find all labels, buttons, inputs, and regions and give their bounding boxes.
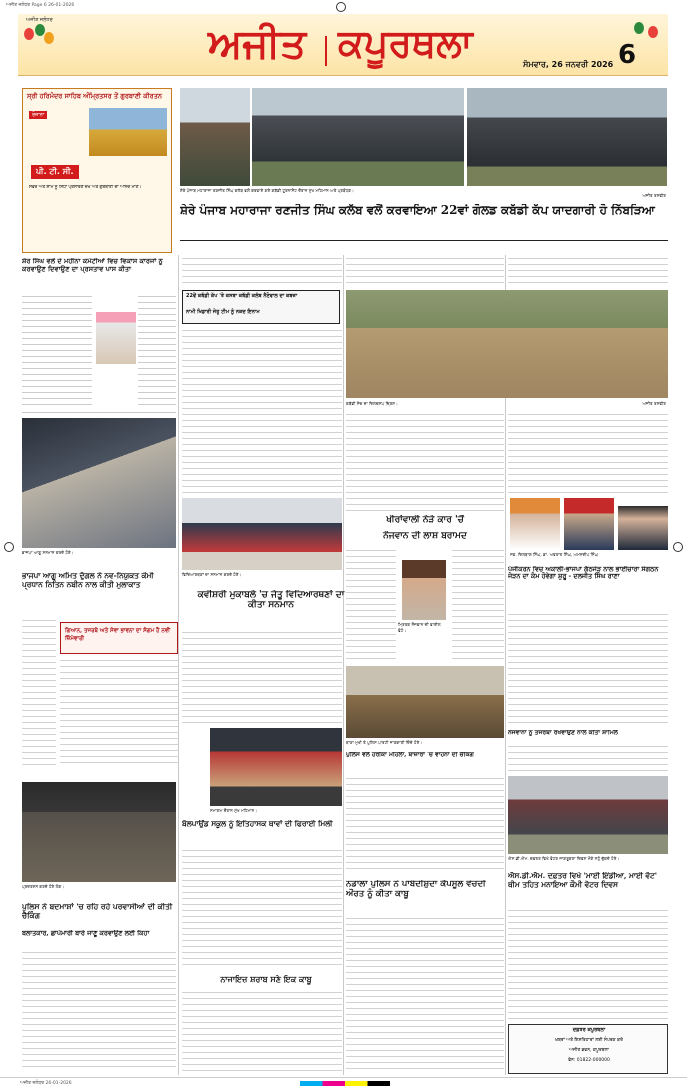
right-story-1-body-2 (508, 746, 668, 772)
left-story-3-headline: ਪੁਲਿਸ ਨੇ ਬਦਮਾਸ਼ਾਂ 'ਚ ਰਹਿ ਰਹੇ ਪਰਵਾਸੀਆਂ ਦੀ ਕੀਤੀ ਚੈਕਿੰਗ (22, 903, 173, 920)
mid-right-body-top (346, 498, 504, 512)
kabaddi-photo (346, 290, 668, 398)
mid-right-police-photo (346, 666, 504, 738)
advert-line-2: ਅਜੀਤ ਭਵਨ, ਕਪੂਰਥਲਾ (569, 1048, 609, 1053)
left-story-1-body-2 (138, 296, 176, 406)
mid-story-3-headline: ਨਾਜਾਇਜ਼ ਸ਼ਰਾਬ ਸਣੇ ਇਕ ਕਾਬੂ (220, 975, 312, 984)
lead-photo-left (180, 88, 250, 186)
right-story-1-caption: ਸਵ. ਦਿਲਬਾਗ ਸਿੰਘ, ਡਾ. ਅਵਤਾਰ ਸਿੰਘ, ਅਮਨਦੀਪ ਸਿੰਘ (510, 552, 598, 557)
mid-right-arrest-headline: ਨਡਾਲਾ ਪੁਲਿਸ ਨੇ ਪਾਬੰਦੀਸ਼ੁਦਾ ਕੈਪਸੂਲ ਵੇਚਦੀ ਔਰਤ ਨੂੰ ਕੀਤਾ ਕਾਬੂ (346, 880, 486, 899)
lead-body-col3-top (346, 258, 504, 286)
right-story-2-photo (508, 776, 668, 854)
registration-mark-icon (336, 2, 346, 12)
right-story-2-body (508, 910, 668, 1020)
mid-story-1-caption: ਵਿਦਿਆਰਥਣਾਂ ਦਾ ਸਨਮਾਨ ਕਰਦੇ ਹੋਏ। (182, 572, 242, 577)
mid-story-1-headline: ਕਵੀਸ਼ਰੀ ਮੁਕਾਬਲੇ 'ਚ ਜੇਤੂ ਵਿਦਿਆਰਥਣਾਂ ਦਾ ਕੀਤਾ ਸਨਮਾਨ (197, 590, 345, 611)
lead-photo-caption: ਸ਼ੇਰੇ ਪੰਜਾਬ ਮਹਾਰਾਜਾ ਰਣਜੀਤ ਸਿੰਘ ਕਲੱਬ ਵਲੋਂ ਕਰਵਾਏ ਗਏ ਕਬੱਡੀ ਟੂਰਨਾਮੈਂਟ ਦੌਰਾਨ ਮੁੱਖ ਮਹਿਮਾਨ ਅਤੇ ਪ੍ਰਬੰਧਕ। (180, 188, 354, 193)
lead-rule (180, 240, 668, 241)
left-story-2-headline: ਭਾਜਪਾ ਆਗੂ ਅਮਿਤ ਦੁੱਗਲ ਨੇ ਨਵ-ਨਿਯੁਕਤ ਕੌਮੀ ਪ੍ਰਧਾਨ ਨਿਤਿਨ ਨਬੀਨ ਨਾਲ ਕੀਤੀ ਮੁਲਾਕਾਤ (22, 572, 154, 589)
left-story-2-quote: ਗਿਆਨ, ਤਜਰਬੇ ਅਤੇ ਸੇਵਾ ਭਾਵਨਾ ਦਾ ਸੰਗਮ ਹੈ ਨਵੀਂ ਜ਼ਿੰਮੇਵਾਰੀ (65, 628, 170, 642)
lead-body-col3 (346, 414, 504, 496)
registration-mark-icon (4, 542, 14, 552)
ad-subheading: ਰੋਜ਼ਾਨਾ (29, 111, 47, 119)
mid-story-2-photo (210, 728, 342, 806)
section-name: ਕਪੂਰਥਲਾ (338, 20, 473, 65)
lead-body-col4-top (508, 258, 668, 286)
color-bar (300, 1081, 390, 1086)
ad-text: ਸਵੇਰੇ ਅਤੇ ਸ਼ਾਮ ਨੂੰ ਸਿੱਧਾ ਪ੍ਰਸਾਰਣ ਦੇਖੋ ਅਤੇ ਗੁਰਬਾਣੀ ਦਾ ਆਨੰਦ ਮਾਣੋ। (29, 185, 142, 190)
ad-box (22, 88, 172, 253)
left-story-2-photo (22, 418, 176, 548)
mid-story-1-body (182, 632, 342, 724)
right-story-1-portrait-1 (510, 498, 560, 550)
page-number: 6 (618, 40, 637, 70)
right-story-1-body (508, 614, 668, 724)
mid-right-headline-1: ਖੀਰਾਂਵਾਲੀ ਨੇੜੇ ਕਾਰ 'ਚੋਂ (386, 515, 464, 525)
registration-mark-icon (673, 542, 683, 552)
mid-story-2-body (182, 850, 342, 970)
ad-channel-logo: ਪੀ. ਟੀ. ਸੀ. (31, 165, 79, 179)
left-story-3-subhead: ਬਲਾਤਕਾਰ, ਛਾਪੇਮਾਰੀ ਬਾਰੇ ਜਾਣੂ ਕਰਵਾਉਣ ਲਈ ਕਿਹਾ (22, 930, 150, 937)
mid-right-body-4 (346, 918, 504, 1073)
title-divider (325, 36, 327, 66)
left-story-2-quote-box (60, 622, 178, 654)
lead-photo-group (252, 88, 464, 186)
issue-date: ਸੋਮਵਾਰ, 26 ਜਨਵਰੀ 2026 (523, 60, 614, 69)
paper-name: ਅਜੀਤ (208, 20, 307, 67)
lead-photo-credit: ਅਜੀਤ ਤਸਵੀਰ (642, 193, 666, 198)
mid-right-police-caption: ਥਾਣਾ ਮੁਖੀ ਤੇ ਪੁਲਿਸ ਪਾਰਟੀ ਜਾਣਕਾਰੀ ਦਿੰਦੇ ਹੋਏ। (346, 740, 423, 745)
left-story-2-body-2 (60, 660, 178, 765)
right-story-1-portrait-2 (564, 498, 614, 550)
mid-right-body-3 (346, 778, 504, 874)
advert-line-1: ਖ਼ਬਰਾਂ ਅਤੇ ਇਸ਼ਤਿਹਾਰਾਂ ਲਈ ਸੰਪਰਕ ਕਰੋ (555, 1038, 623, 1043)
masthead (18, 14, 668, 76)
mid-lead-body (182, 330, 342, 495)
left-story-1-body (22, 296, 92, 406)
lead-body-col4 (508, 414, 668, 494)
mid-story-2-headline: ਬੋਲਪਾਉਂਡ ਸਕੂਲ ਨੂੰ ਇਤਿਹਾਸਕ ਥਾਵਾਂ ਦੀ ਫਿਰਾਈ ਮਿਲੀ (182, 820, 333, 828)
lead-photo-right (467, 88, 667, 186)
left-story-3-body (22, 952, 176, 1072)
right-story-1-portrait-3 (618, 498, 668, 550)
lead-headline: ਸ਼ੇਰੇ ਪੰਜਾਬ ਮਹਾਰਾਜਾ ਰਣਜੀਤ ਸਿੰਘ ਕਲੱਬ ਵਲੋਂ ਕਰਵਾਇਆ 22ਵਾਂ ਗੋਲਡ ਕਬੱਡੀ ਕੱਪ ਯਾਦਗਾਰੀ ਹੋ ਨਿੱਬੜਿਆ (180, 204, 655, 217)
right-story-1-headline: ਪੰਜੀਕਰਨ ਵਿਚ ਅਕਾਲੀ-ਭਾਜਪਾ ਗੱਠਜੋੜ ਨਾਲ ਭਾਈਚਾਰਾ ਸੰਗਠਨ ਜੋੜਨ ਦਾ ਕੰਮ ਹੋਵੇਗਾ ਸ਼ੁਰੂ - ਦਲਜੀਤ ਸਿੰਘ ਰਾਣਾ (508, 566, 659, 581)
mid-right-checking-headline: ਪੁਲਿਸ ਵਲੋਂ ਹਰੀਕਾ ਮਹਿਲਾ, ਬਾਜ਼ਾਰਾਂ 'ਚ ਵਾਹਨਾਂ ਦੀ ਚੈਕਿੰਗ (346, 752, 474, 758)
right-story-2-headline: ਐਸ.ਡੀ.ਐਮ. ਦਫ਼ਤਰ ਵਿਖੇ 'ਮਾਈ ਇੰਡੀਆ, ਮਾਈ ਵੋਟ' ਥੀਮ ਤਹਿਤ ਮਨਾਇਆ ਕੌਮੀ ਵੋਟਰ ਦਿਵਸ (508, 872, 658, 889)
mid-lead-body-top (182, 258, 342, 288)
right-story-2-caption: ਐਸ.ਡੀ.ਐਮ. ਦਫ਼ਤਰ ਵਿਖੇ ਵੋਟਰ ਜਾਗਰੂਕਤਾ ਦਿਵਸ ਮੌਕੇ ਸਹੁੰ ਚੁੱਕਦੇ ਹੋਏ। (508, 856, 620, 861)
left-story-3-caption: ਪ੍ਰਦਰਸ਼ਨ ਕਰਦੇ ਹੋਏ ਲੋਕ। (22, 884, 65, 889)
left-story-2-caption: ਭਾਜਪਾ ਆਗੂ ਸਨਮਾਨ ਕਰਦੇ ਹੋਏ। (22, 550, 74, 555)
left-story-1-portrait (96, 312, 136, 364)
mid-right-body-2 (452, 550, 504, 660)
mid-story-2-caption: ਸਮਾਗਮ ਦੌਰਾਨ ਮੁੱਖ ਮਹਿਮਾਨ। (210, 808, 258, 813)
column-separator-mid (343, 255, 344, 1075)
left-story-1-headline: ਸ਼ੇਰ ਸਿੰਘ ਵਲੋਂ ਦੋ ਮਹੀਨਾ ਕਮੇਟੀਆਂ ਵਿਚ ਵਿਕਾਸ ਕਾਰਜਾਂ ਨੂੰ ਕਰਵਾਉਣ ਦਿਵਾਉਣ ਦਾ ਪ੍ਰਸਤਾਵ ਪਾਸ ਕੀਤਾ (22, 258, 163, 273)
left-story-3-photo (22, 782, 176, 882)
advert-line-3: ਫੋਨ: 01822-000000 (568, 1058, 610, 1063)
golden-temple-photo (89, 108, 167, 156)
advert-title: ਦਫ਼ਤਰ ਕਪੂਰਥਲਾ (572, 1027, 606, 1033)
left-story-1-divider (22, 412, 176, 413)
kabaddi-credit: ਅਜੀਤ ਤਸਵੀਰ (642, 401, 666, 406)
left-story-2-body (22, 620, 56, 765)
print-strip-text: ਅਜੀਤ ਜਲੰਧਰ Page 6 26-01-2026 (6, 3, 75, 8)
kabaddi-caption: ਕਬੱਡੀ ਮੈਚ ਦਾ ਦਿਲਚਸਪ ਦ੍ਰਿਸ਼। (346, 401, 398, 406)
decorative-balloons-left (22, 24, 58, 70)
footer-strip-text: ਅਜੀਤ ਜਲੰਧਰ 26-01-2026 (20, 1081, 72, 1086)
mid-right-portrait (402, 560, 446, 620)
mid-story-3-body (182, 992, 342, 1072)
lead-highlight-2: ਨਾਮੀ ਖਿਡਾਰੀ ਜੇਤੂ ਟੀਮ ਨੂੰ ਨਕਦ ਇਨਾਮ (186, 309, 260, 315)
ad-heading: ਸ੍ਰੀ ਹਰਿਮੰਦਰ ਸਾਹਿਬ ਅੰਮ੍ਰਿਤਸਰ ਤੋਂ ਗੁਰਬਾਣੀ ਕੀਰਤਨ (27, 92, 162, 100)
footer-strip (0, 1077, 687, 1089)
mid-right-headline-2: ਨੌਜਵਾਨ ਦੀ ਲਾਸ਼ ਬਰਾਮਦ (383, 531, 467, 541)
column-separator-left (178, 255, 179, 1075)
mid-right-portrait-caption: ਮ੍ਰਿਤਕ ਨੌਜਵਾਨ ਦੀ ਫਾਈਲ ਫੋਟੋ। (398, 622, 441, 633)
lead-highlight-box (182, 290, 340, 324)
mid-story-1-photo (182, 498, 342, 570)
advert-box (508, 1024, 668, 1074)
right-story-1-subhead: ਨੌਜਵਾਨਾਂ ਨੂੰ ਤਜਰਬਾ ਰਖਵਾਉਣ ਨਾਲ ਕੀਤਾ ਸ਼ਾਮਿਲ (508, 730, 618, 736)
mid-right-body-1 (346, 550, 396, 660)
lead-highlight-1: 22ਵੇਂ ਕਬੱਡੀ ਕੱਪ 'ਤੇ ਕਸਬਾ ਕਬੱਡੀ ਕਲੱਬ ਨੈਣੋਵਾਲ ਦਾ ਕਬਜ਼ਾ (186, 293, 298, 299)
paper-small-label: ਅਜੀਤ ਜਲੰਧਰ (26, 17, 53, 23)
